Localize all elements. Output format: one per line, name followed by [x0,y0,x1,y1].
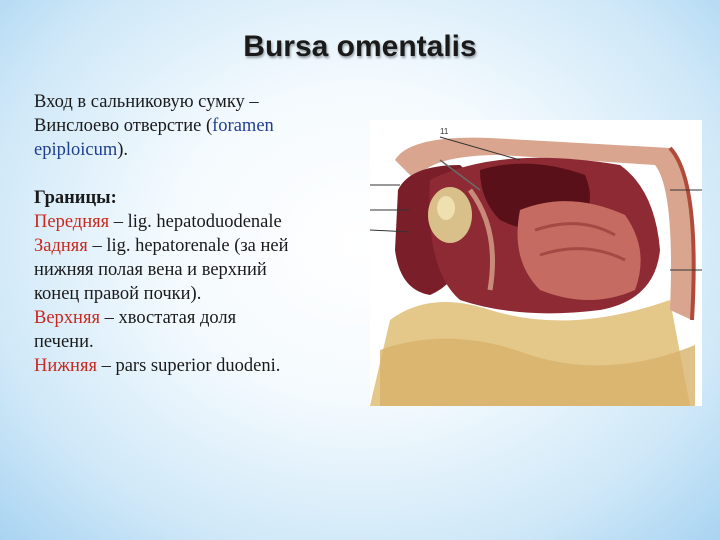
intro-line-3 [34,138,384,162]
border-top-text: – хвостатая доля [99,308,237,328]
border-back [34,234,384,258]
border-back-label: Задняя [34,236,88,256]
slide-title: Bursa omentalis [243,30,477,63]
anatomy-drawing [370,120,702,406]
border-bottom-text: – pars superior duodeni. [96,356,281,376]
figure-label-number: 11 [440,127,449,136]
border-top-label: Верхняя [34,308,100,328]
intro-prefix: Винслоево отверстие ( [34,116,213,136]
intro-line-1: Вход в сальниковую сумку – [34,92,259,112]
border-front-label: Передняя [34,212,110,232]
border-back-cont-1: нижняя полая вена и верхний [34,260,267,280]
anatomy-illustration [370,120,702,406]
latin-term-epiploicum: epiploicum [34,140,118,160]
border-front-text: – lig. hepatoduodenale [109,212,282,232]
border-back-cont-2: конец правой почки). [34,284,202,304]
border-top-cont-1: печени. [34,332,94,352]
text-block [34,90,384,378]
border-front [34,210,384,234]
border-top [34,306,384,330]
border-back-text: – lig. hepatorenale (за ней [87,236,289,256]
latin-term-foramen: foramen [212,116,274,136]
border-bottom [34,354,384,378]
border-bottom-label: Нижняя [34,356,97,376]
borders-heading: Границы: [34,188,117,208]
intro-line-2 [34,114,384,138]
intro-suffix: ). [117,140,129,160]
